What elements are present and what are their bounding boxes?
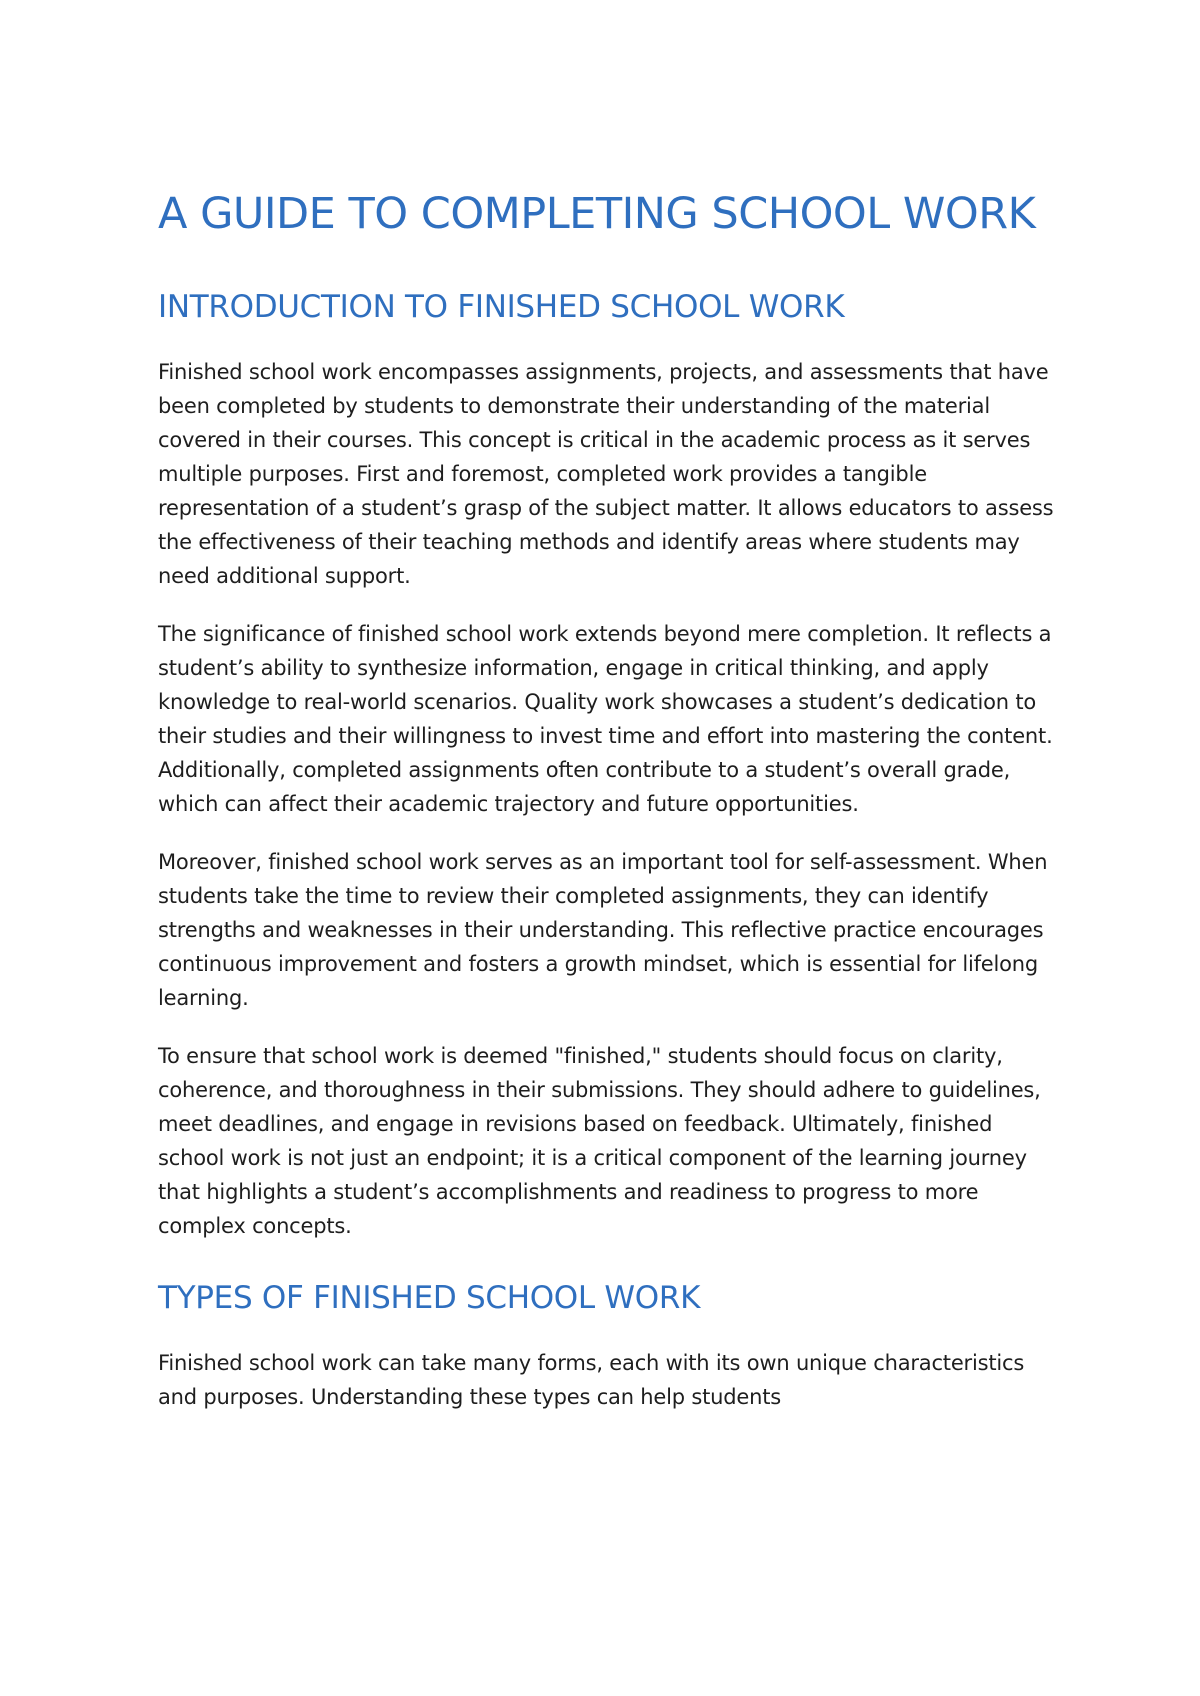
paragraph: Finished school work can take many forms, each with its own unique characteristics and purposes. Understanding these types can help students — [158, 1351, 1025, 1409]
document-title: A GUIDE TO COMPLETING SCHOOL WORK — [158, 189, 1036, 239]
section-heading-introduction: INTRODUCTION TO FINISHED SCHOOL WORK — [158, 289, 845, 325]
paragraph: Moreover, finished school work serves as an important tool for self-assessment. When students take the time to review their completed assignments, they can identify strengths and weaknesses in their understanding. This reflective practice encourages continuous improvement and fosters a growth mindset, which is essential for lifelong learning. — [158, 850, 1048, 1010]
section-heading-types: TYPES OF FINISHED SCHOOL WORK — [158, 1280, 701, 1316]
paragraph: The significance of finished school work extends beyond mere completion. It reflects a student’s ability to synthesize information, engage in critical thinking, and apply knowledge to real-world scenarios. Quality work showcases a student’s dedication to their studies and their willingness to invest time and effort into mastering the content. Additionally, completed assignments often contribute to a student’s overall grade, which can affect their academic trajectory and future opportunities. — [158, 622, 1053, 816]
paragraph: Finished school work encompasses assignments, projects, and assessments that have been completed by students to demonstrate their understanding of the material covered in their courses. This concept is critical in the academic process as it serves multiple purposes. First and foremost, completed work provides a tangible representation of a student’s grasp of the subject matter. It allows educators to assess the effectiveness of their teaching methods and identify areas where students may need additional support. — [158, 360, 1054, 588]
paragraph: To ensure that school work is deemed "finished," students should focus on clarity, coherence, and thoroughness in their submissions. They should adhere to guidelines, meet deadlines, and engage in revisions based on feedback. Ultimately, finished school work is not just an endpoint; it is a critical component of the learning journey that highlights a student’s accomplishments and readiness to progress to more complex concepts. — [158, 1044, 1041, 1238]
document-page — [158, 180, 1058, 1414]
